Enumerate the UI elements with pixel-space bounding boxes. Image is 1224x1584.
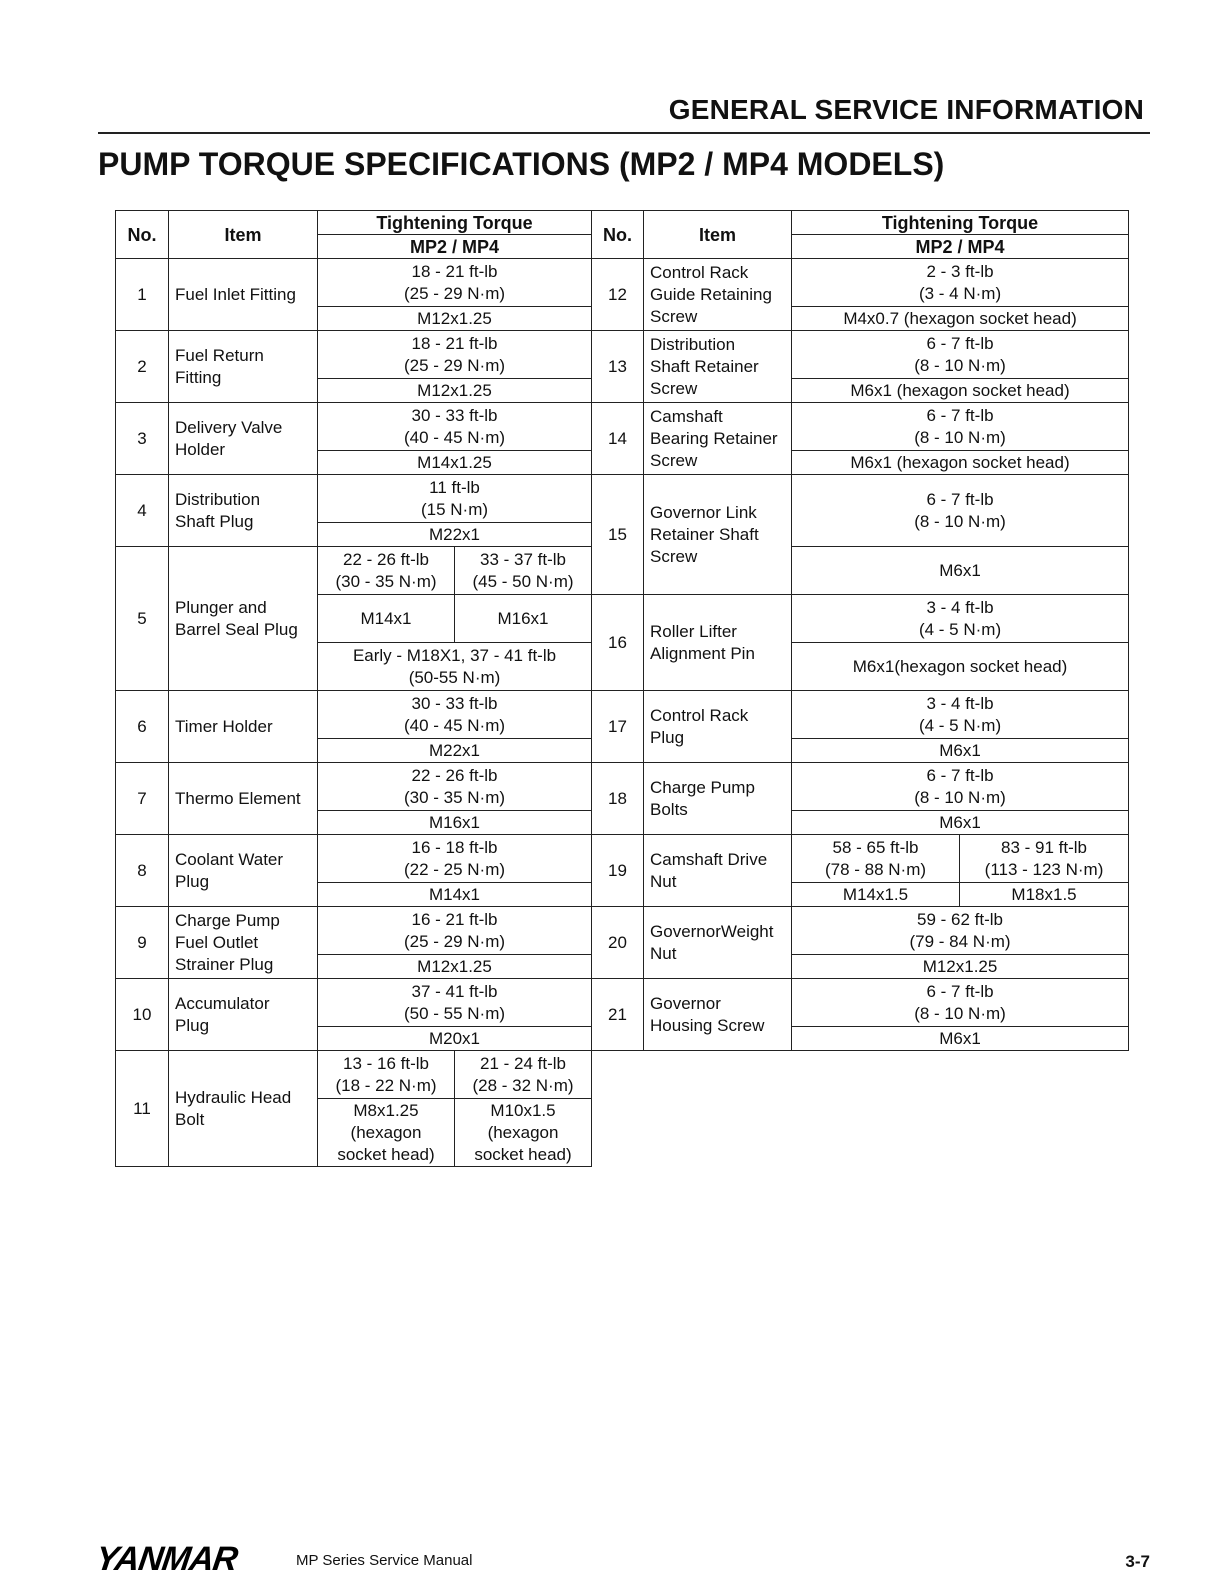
col-header-torque: Tightening Torque [318,211,592,235]
table-row [116,907,1129,955]
thread-size: M14x1 [318,595,455,643]
row-number: 6 [116,691,169,763]
thread-size: M18x1.5 [960,883,1129,907]
page-number: 3-7 [1125,1552,1150,1571]
torque-value: 2 - 3 ft-lb (3 - 4 N·m) [792,259,1129,307]
torque-value: 18 - 21 ft-lb (25 - 29 N·m) [318,259,592,307]
torque-value: 59 - 62 ft-lb (79 - 84 N·m) [792,907,1129,955]
torque-value: 30 - 33 ft-lb (40 - 45 N·m) [318,403,592,451]
item-name: Plunger and Barrel Seal Plug [169,547,318,691]
torque-value: 22 - 26 ft-lb (30 - 35 N·m) [318,763,592,811]
item-name: Roller Lifter Alignment Pin [644,595,792,691]
table-row [116,403,1129,451]
thread-size: M6x1 [792,547,1129,595]
table-row [116,763,1129,811]
torque-value: 3 - 4 ft-lb (4 - 5 N·m) [792,595,1129,643]
col-header-no: No. [116,211,169,259]
torque-value: 11 ft-lb (15 N·m) [318,475,592,523]
torque-value: 3 - 4 ft-lb (4 - 5 N·m) [792,691,1129,739]
col-header-no: No. [592,211,644,259]
col-header-item: Item [644,211,792,259]
thread-size: M6x1 (hexagon socket head) [792,451,1129,475]
table-row [116,979,1129,1027]
item-name: Camshaft Bearing Retainer Screw [644,403,792,475]
row-number: 4 [116,475,169,547]
item-name: Distribution Shaft Plug [169,475,318,547]
table-row [116,1051,1129,1099]
torque-value: 22 - 26 ft-lb (30 - 35 N·m) [318,547,455,595]
manual-name: MP Series Service Manual [296,1552,473,1569]
item-name: Delivery Valve Holder [169,403,318,475]
table-row [116,475,1129,523]
row-number: 18 [592,763,644,835]
item-name: Accumulator Plug [169,979,318,1051]
row-number: 10 [116,979,169,1051]
torque-value: 6 - 7 ft-lb (8 - 10 N·m) [792,475,1129,547]
item-name: Charge Pump Bolts [644,763,792,835]
thread-size: M12x1.25 [318,955,592,979]
row-number: 21 [592,979,644,1051]
thread-size: M10x1.5 (hexagon socket head) [455,1099,592,1167]
col-header-models: MP2 / MP4 [792,235,1129,259]
torque-value: 18 - 21 ft-lb (25 - 29 N·m) [318,331,592,379]
thread-size: M14x1.5 [792,883,960,907]
row-number: 15 [592,475,644,595]
item-name: Camshaft Drive Nut [644,835,792,907]
col-header-torque: Tightening Torque [792,211,1129,235]
row-number: 9 [116,907,169,979]
torque-value: 83 - 91 ft-lb (113 - 123 N·m) [960,835,1129,883]
early-spec: Early - M18X1, 37 - 41 ft-lb (50-55 N·m) [318,643,592,691]
item-name: Governor Link Retainer Shaft Screw [644,475,792,595]
row-number: 16 [592,595,644,691]
thread-size: M22x1 [318,739,592,763]
thread-size: M6x1 [792,1027,1129,1051]
torque-value: 16 - 21 ft-lb (25 - 29 N·m) [318,907,592,955]
torque-value: 6 - 7 ft-lb (8 - 10 N·m) [792,763,1129,811]
item-name: Hydraulic Head Bolt [169,1051,318,1167]
thread-size: M8x1.25 (hexagon socket head) [318,1099,455,1167]
thread-size: M6x1(hexagon socket head) [792,643,1129,691]
thread-size: M12x1.25 [318,307,592,331]
table-row [116,259,1129,307]
col-header-models: MP2 / MP4 [318,235,592,259]
row-number: 8 [116,835,169,907]
row-number: 7 [116,763,169,835]
item-name: Charge Pump Fuel Outlet Strainer Plug [169,907,318,979]
thread-size: M4x0.7 (hexagon socket head) [792,307,1129,331]
table-row [116,835,1129,883]
torque-value: 13 - 16 ft-lb (18 - 22 N·m) [318,1051,455,1099]
item-name: Fuel Inlet Fitting [169,259,318,331]
item-name: Governor Housing Screw [644,979,792,1051]
thread-size: M6x1 [792,811,1129,835]
torque-value: 21 - 24 ft-lb (28 - 32 N·m) [455,1051,592,1099]
empty-area [592,1051,1129,1167]
row-number: 19 [592,835,644,907]
torque-value: 6 - 7 ft-lb (8 - 10 N·m) [792,979,1129,1027]
table-row [116,691,1129,739]
item-name: Distribution Shaft Retainer Screw [644,331,792,403]
thread-size: M6x1 (hexagon socket head) [792,379,1129,403]
thread-size: M14x1 [318,883,592,907]
section-header: GENERAL SERVICE INFORMATION [668,94,1144,125]
page-footer [93,1540,1150,1578]
thread-size: M12x1.25 [792,955,1129,979]
row-number: 1 [116,259,169,331]
row-number: 12 [592,259,644,331]
thread-size: M20x1 [318,1027,592,1051]
row-number: 20 [592,907,644,979]
item-name: Fuel Return Fitting [169,331,318,403]
torque-value: 30 - 33 ft-lb (40 - 45 N·m) [318,691,592,739]
header-rule [98,132,1150,134]
thread-size: M14x1.25 [318,451,592,475]
item-name: Control Rack Guide Retaining Screw [644,259,792,331]
table-row [116,331,1129,379]
brand-logo: YANMAR [93,1540,240,1578]
thread-size: M16x1 [455,595,592,643]
torque-value: 16 - 18 ft-lb (22 - 25 N·m) [318,835,592,883]
torque-value: 33 - 37 ft-lb (45 - 50 N·m) [455,547,592,595]
row-number: 5 [116,547,169,691]
item-name: Control Rack Plug [644,691,792,763]
table-header-row [116,211,1129,235]
row-number: 11 [116,1051,169,1167]
item-name: Coolant Water Plug [169,835,318,907]
torque-value: 58 - 65 ft-lb (78 - 88 N·m) [792,835,960,883]
thread-size: M16x1 [318,811,592,835]
thread-size: M6x1 [792,739,1129,763]
col-header-item: Item [169,211,318,259]
torque-value: 6 - 7 ft-lb (8 - 10 N·m) [792,331,1129,379]
page-title: PUMP TORQUE SPECIFICATIONS (MP2 / MP4 MODELS) [98,146,945,182]
row-number: 13 [592,331,644,403]
thread-size: M12x1.25 [318,379,592,403]
item-name: Thermo Element [169,763,318,835]
row-number: 14 [592,403,644,475]
row-number: 17 [592,691,644,763]
item-name: GovernorWeight Nut [644,907,792,979]
thread-size: M22x1 [318,523,592,547]
row-number: 3 [116,403,169,475]
torque-spec-table [115,210,1129,1167]
torque-value: 6 - 7 ft-lb (8 - 10 N·m) [792,403,1129,451]
row-number: 2 [116,331,169,403]
torque-value: 37 - 41 ft-lb (50 - 55 N·m) [318,979,592,1027]
item-name: Timer Holder [169,691,318,763]
